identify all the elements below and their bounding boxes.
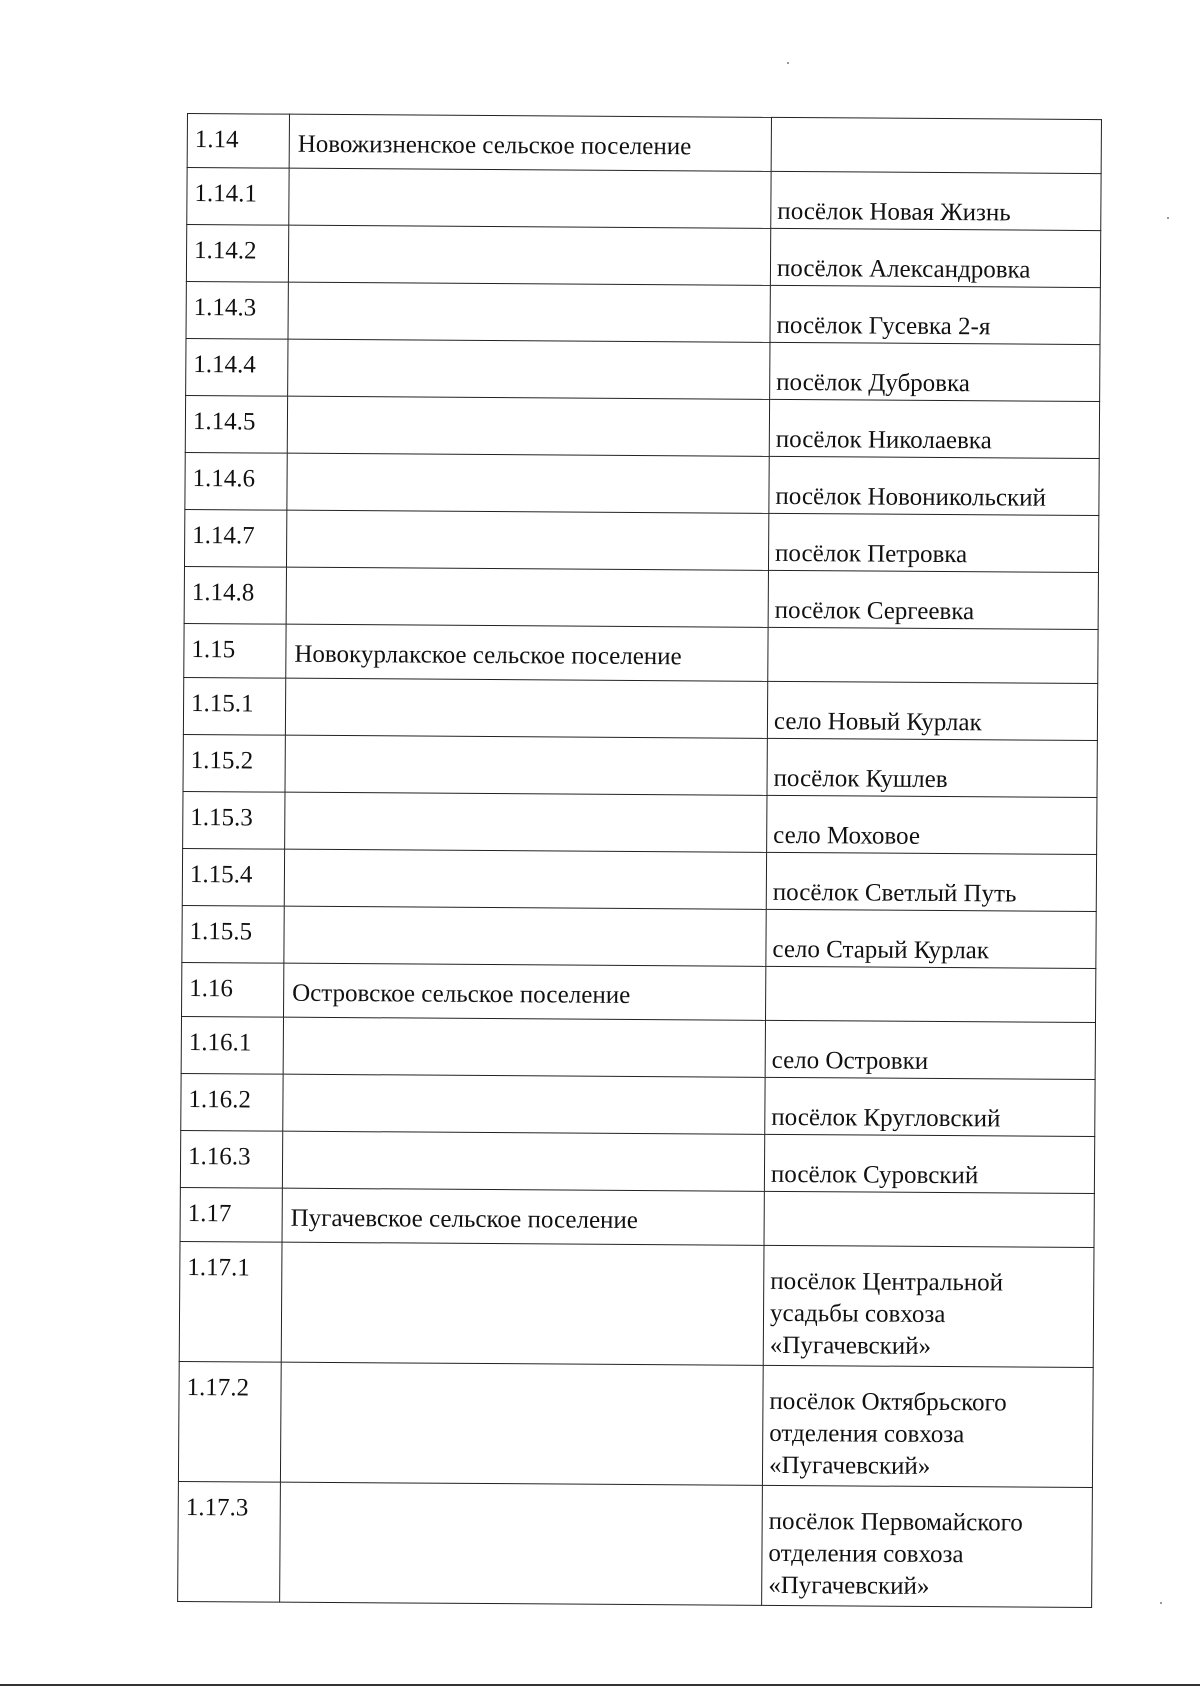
settlement-name: Новокурлакское сельское поселение [286,624,768,681]
row-code: 1.14 [187,114,289,169]
locality-name: посёлок Александровка [770,228,1100,287]
page-bottom-rule [0,1684,1200,1686]
locality-name: посёлок Петровка [768,513,1098,572]
scan-speck [1160,1602,1162,1604]
locality-row [184,509,1098,572]
settlement-name [288,225,770,285]
locality-row [181,1016,1095,1079]
row-code: 1.14.1 [187,168,289,226]
settlement-name [288,339,770,399]
settlement-name [286,567,768,627]
document-page [177,113,1101,1608]
locality-row [178,1361,1093,1487]
settlement-row [182,962,1096,1022]
row-code: 1.17 [180,1187,282,1242]
row-code: 1.15 [184,623,286,678]
locality-name: село Моховое [767,795,1097,854]
settlement-name [287,453,769,513]
row-code: 1.15.3 [183,791,285,849]
settlement-name [280,1482,763,1605]
locality-row [179,1241,1094,1367]
settlement-name [285,678,767,738]
locality-row [181,1073,1095,1136]
locality-name: посёлок Центральной усадьбы совхоза «Пугачевский» [763,1245,1094,1367]
row-code: 1.14.8 [184,566,286,624]
locality-row [186,281,1100,344]
settlement-name: Новожизненское сельское поселение [289,114,771,171]
settlement-name [287,396,769,456]
locality-name: посёлок Новоникольский [769,456,1099,515]
locality-name [771,117,1101,173]
locality-row [187,168,1101,231]
locality-row [186,338,1100,401]
locality-name: посёлок Октябрьского отделения совхоза «Пугачевский» [762,1365,1093,1487]
row-code: 1.16.3 [180,1130,282,1188]
row-code: 1.14.3 [186,281,288,339]
locality-row [180,1130,1094,1193]
settlement-name [283,1017,765,1077]
row-code: 1.17.2 [178,1361,281,1482]
locality-name: посёлок Светлый Путь [766,852,1096,911]
row-code: 1.16.2 [181,1073,283,1131]
locality-name [764,1191,1094,1247]
locality-name: посёлок Первомайского отделения совхоза «Пугачевский» [762,1485,1093,1607]
locality-name: посёлок Кругловский [765,1077,1095,1136]
settlement-name [286,510,768,570]
row-code: 1.15.1 [183,677,285,735]
locality-row [184,566,1098,629]
settlement-name [285,792,767,852]
row-code: 1.14.5 [185,395,287,453]
settlement-row [187,114,1101,174]
locality-row [182,848,1096,911]
locality-name: посёлок Гусевка 2-я [770,285,1100,344]
settlement-name [283,1074,765,1134]
row-code: 1.17.1 [179,1241,282,1362]
row-code: 1.17.3 [178,1481,281,1602]
settlements-table [177,113,1102,1608]
row-code: 1.14.2 [186,225,288,283]
settlement-name [280,1362,763,1485]
settlement-row [184,623,1098,683]
locality-row [186,225,1100,288]
locality-name [768,627,1098,683]
settlement-name [285,735,767,795]
row-code: 1.15.5 [182,905,284,963]
locality-name: посёлок Новая Жизнь [771,171,1101,230]
locality-name: посёлок Дубровка [770,342,1100,401]
settlement-name [282,1131,764,1191]
settlement-name [284,906,766,966]
locality-name: село Старый Курлак [766,909,1096,968]
settlement-row [180,1187,1094,1247]
row-code: 1.14.4 [186,338,288,396]
locality-name [765,966,1095,1022]
row-code: 1.14.6 [185,452,287,510]
locality-row [182,905,1096,968]
locality-row [183,677,1097,740]
settlement-name [289,168,771,228]
locality-name: село Новый Курлак [767,681,1097,740]
settlement-name [284,849,766,909]
settlement-name [281,1242,764,1365]
settlement-name: Пугачевское сельское поселение [282,1188,764,1245]
locality-row [185,395,1099,458]
row-code: 1.15.4 [182,848,284,906]
row-code: 1.16.1 [181,1016,283,1074]
row-code: 1.16 [182,962,284,1017]
locality-row [183,791,1097,854]
locality-row [178,1481,1093,1607]
locality-row [183,734,1097,797]
settlement-name [288,282,770,342]
locality-name: посёлок Сергеевка [768,570,1098,629]
locality-name: посёлок Николаевка [769,399,1099,458]
scan-speck [787,62,789,64]
table-body [178,114,1102,1608]
row-code: 1.15.2 [183,734,285,792]
locality-row [185,452,1099,515]
scan-speck [1167,217,1169,219]
row-code: 1.14.7 [184,509,286,567]
locality-name: посёлок Кушлев [767,738,1097,797]
locality-name: посёлок Суровский [764,1134,1094,1193]
settlement-name: Островское сельское поселение [284,963,766,1020]
locality-name: село Островки [765,1020,1095,1079]
